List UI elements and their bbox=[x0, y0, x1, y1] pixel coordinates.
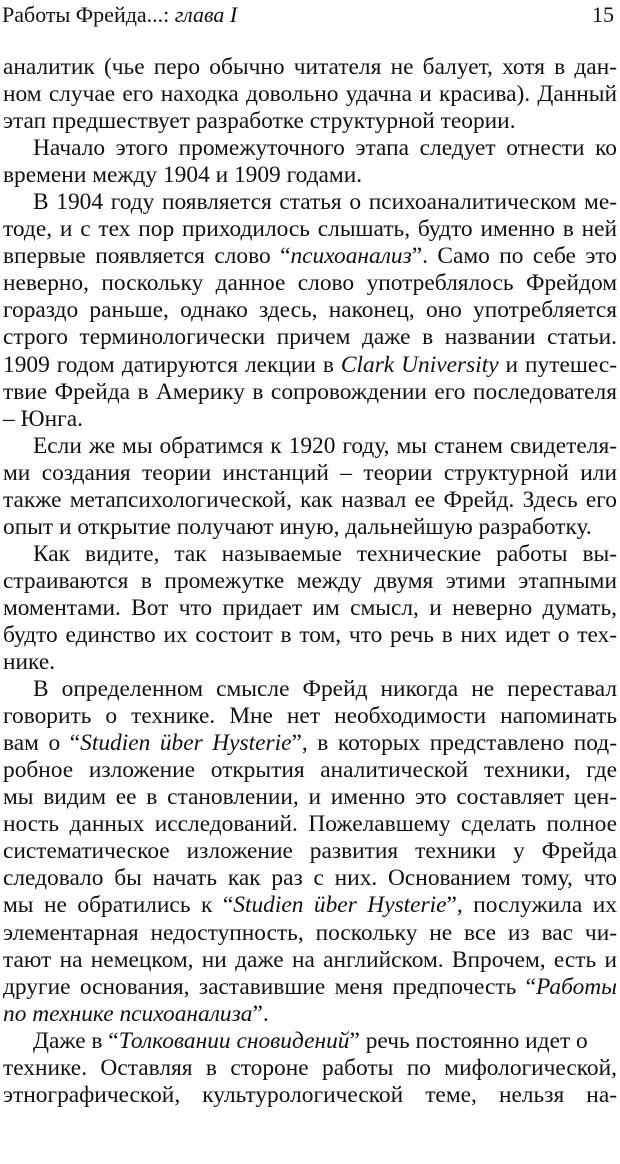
running-head-title bbox=[2, 2, 237, 28]
italic-title-span: Работы bbox=[536, 973, 617, 1000]
text-line bbox=[3, 541, 617, 568]
text-line bbox=[3, 270, 617, 297]
text-line bbox=[3, 811, 617, 838]
text-line bbox=[3, 81, 617, 108]
text-span: элементарная недоступность, поскольку не все из вас чи- bbox=[3, 919, 617, 946]
text-line bbox=[3, 920, 617, 947]
text-line bbox=[3, 135, 617, 162]
text-span: нике. bbox=[3, 649, 56, 676]
text-line bbox=[3, 649, 617, 676]
italic-title-span: по технике психоанализа bbox=[3, 1000, 253, 1027]
text-line bbox=[3, 974, 617, 1001]
text-span: вам о “ bbox=[3, 730, 81, 757]
text-span: Даже в “ bbox=[33, 1027, 119, 1054]
text-span: ”, в которых представлено под- bbox=[291, 730, 617, 757]
text-span: В 1904 году появляется статья о психоаналитическом ме- bbox=[33, 189, 617, 216]
running-head-title-italic: глава I bbox=[174, 2, 238, 27]
text-line bbox=[3, 433, 617, 460]
text-span: 1909 годом датируются лекции в bbox=[3, 351, 341, 378]
text-span: ” речь постоянно идет о bbox=[349, 1027, 588, 1054]
text-line bbox=[3, 622, 617, 649]
text-line bbox=[3, 568, 617, 595]
text-span: моментами. Вот что придает им смысл, и неверно думать, bbox=[3, 594, 617, 621]
page-number: 15 bbox=[592, 2, 614, 27]
text-line bbox=[3, 514, 617, 541]
text-line bbox=[3, 892, 617, 919]
italic-title-span: Clark University bbox=[340, 351, 499, 378]
text-span: времени между 1904 и 1909 годами. bbox=[3, 162, 363, 189]
text-line bbox=[3, 324, 617, 351]
text-span: – Юнга. bbox=[3, 405, 83, 432]
text-span: строго терминологически причем даже в названии статьи. bbox=[3, 324, 617, 351]
text-span: говорить о технике. Мне нет необходимости напоминать bbox=[3, 703, 617, 730]
body-text bbox=[3, 54, 617, 1109]
text-line bbox=[3, 460, 617, 487]
text-line bbox=[3, 676, 617, 703]
text-span: ”. Само по себе это bbox=[411, 243, 617, 270]
text-span: аналитик (чье перо обычно читателя не балует, хотя в дан- bbox=[3, 54, 617, 80]
text-line bbox=[3, 352, 617, 379]
text-line bbox=[3, 947, 617, 974]
text-span: ”. bbox=[252, 1000, 269, 1027]
text-line bbox=[3, 730, 617, 757]
text-line bbox=[3, 216, 617, 243]
text-span: мы не обратились к “ bbox=[3, 892, 234, 919]
text-span: технике. Оставляя в стороне работы по мифологической, bbox=[3, 1054, 617, 1081]
italic-title-span: Studien über Hysterie bbox=[233, 892, 447, 919]
text-span: систематическое изложение развития техники у Фрейда bbox=[3, 838, 617, 865]
text-span: следовало бы начать как раз с них. Основанием тому, что bbox=[3, 865, 617, 892]
text-span: Начало этого промежуточного этапа следует отнести ко bbox=[33, 135, 617, 162]
text-line bbox=[3, 108, 617, 135]
text-line bbox=[3, 784, 617, 811]
text-line bbox=[3, 1082, 617, 1109]
text-span: также метапсихологической, как назвал ее Фрейд. Здесь его bbox=[3, 486, 617, 513]
text-line bbox=[3, 595, 617, 622]
text-span: ми создания теории инстанций – теории структурной или bbox=[3, 459, 617, 486]
text-line bbox=[3, 1028, 617, 1055]
italic-title-span: Толковании сновидений bbox=[118, 1027, 350, 1054]
text-span: гораздо раньше, однако здесь, наконец, оно употребляется bbox=[3, 297, 617, 324]
text-span: робное изложение открытия аналитической техники, где bbox=[3, 757, 617, 784]
text-line bbox=[3, 297, 617, 324]
text-span: другие основания, заставившие меня предпочесть “ bbox=[3, 973, 537, 1000]
text-line bbox=[3, 162, 617, 189]
text-span: будто единство их состоит в том, что речь в них идет о тех- bbox=[3, 621, 617, 648]
running-head-title-regular: Работы Фрейда...: bbox=[2, 2, 175, 27]
text-line bbox=[3, 189, 617, 216]
text-line bbox=[3, 865, 617, 892]
text-span: впервые появляется слово “ bbox=[3, 243, 291, 270]
text-line bbox=[3, 54, 617, 81]
text-span: В определенном смысле Фрейд никогда не переставал bbox=[33, 676, 617, 703]
text-span: мы видим ее в становлении, и именно это составляет цен- bbox=[3, 784, 617, 811]
text-line bbox=[3, 487, 617, 514]
text-line bbox=[3, 703, 617, 730]
text-line bbox=[3, 838, 617, 865]
text-span: опыт и открытие получают иную, дальнейшую разработку. bbox=[3, 513, 592, 540]
text-span: ность данных исследований. Пожелавшему сделать полное bbox=[3, 811, 617, 838]
text-span: этап предшествует разработке структурной теории. bbox=[3, 108, 516, 135]
text-span: ”, послужила их bbox=[446, 892, 617, 919]
italic-title-span: Studien über Hysterie bbox=[80, 730, 292, 757]
text-span: Как видите, так называемые технические работы вы- bbox=[33, 540, 617, 567]
text-span: тоде, и с тех пор приходилось слышать, будто именно в ней bbox=[3, 216, 617, 243]
text-line bbox=[3, 757, 617, 784]
text-line bbox=[3, 379, 617, 406]
italic-title-span: психоанализ bbox=[290, 243, 412, 270]
text-span: ном случае его находка довольно удачна и красива). Данный bbox=[3, 81, 617, 108]
text-span: твие Фрейда в Америку в сопровождении его последователя bbox=[3, 378, 617, 405]
text-line bbox=[3, 1001, 617, 1028]
text-span: и путешес- bbox=[498, 351, 617, 378]
text-span: Если же мы обратимся к 1920 году, мы станем свидетеля- bbox=[33, 432, 617, 459]
text-span: этнографической, культурологической теме, нельзя на- bbox=[3, 1081, 617, 1108]
text-span: страиваются в промежутке между двумя этими этапными bbox=[3, 567, 617, 594]
text-span: неверно, поскольку данное слово употреблялось Фрейдом bbox=[3, 270, 617, 297]
text-line bbox=[3, 1055, 617, 1082]
text-span: тают на немецком, ни даже на английском. Впрочем, есть и bbox=[3, 946, 617, 973]
text-line bbox=[3, 406, 617, 433]
text-line bbox=[3, 243, 617, 270]
running-head bbox=[2, 2, 614, 28]
